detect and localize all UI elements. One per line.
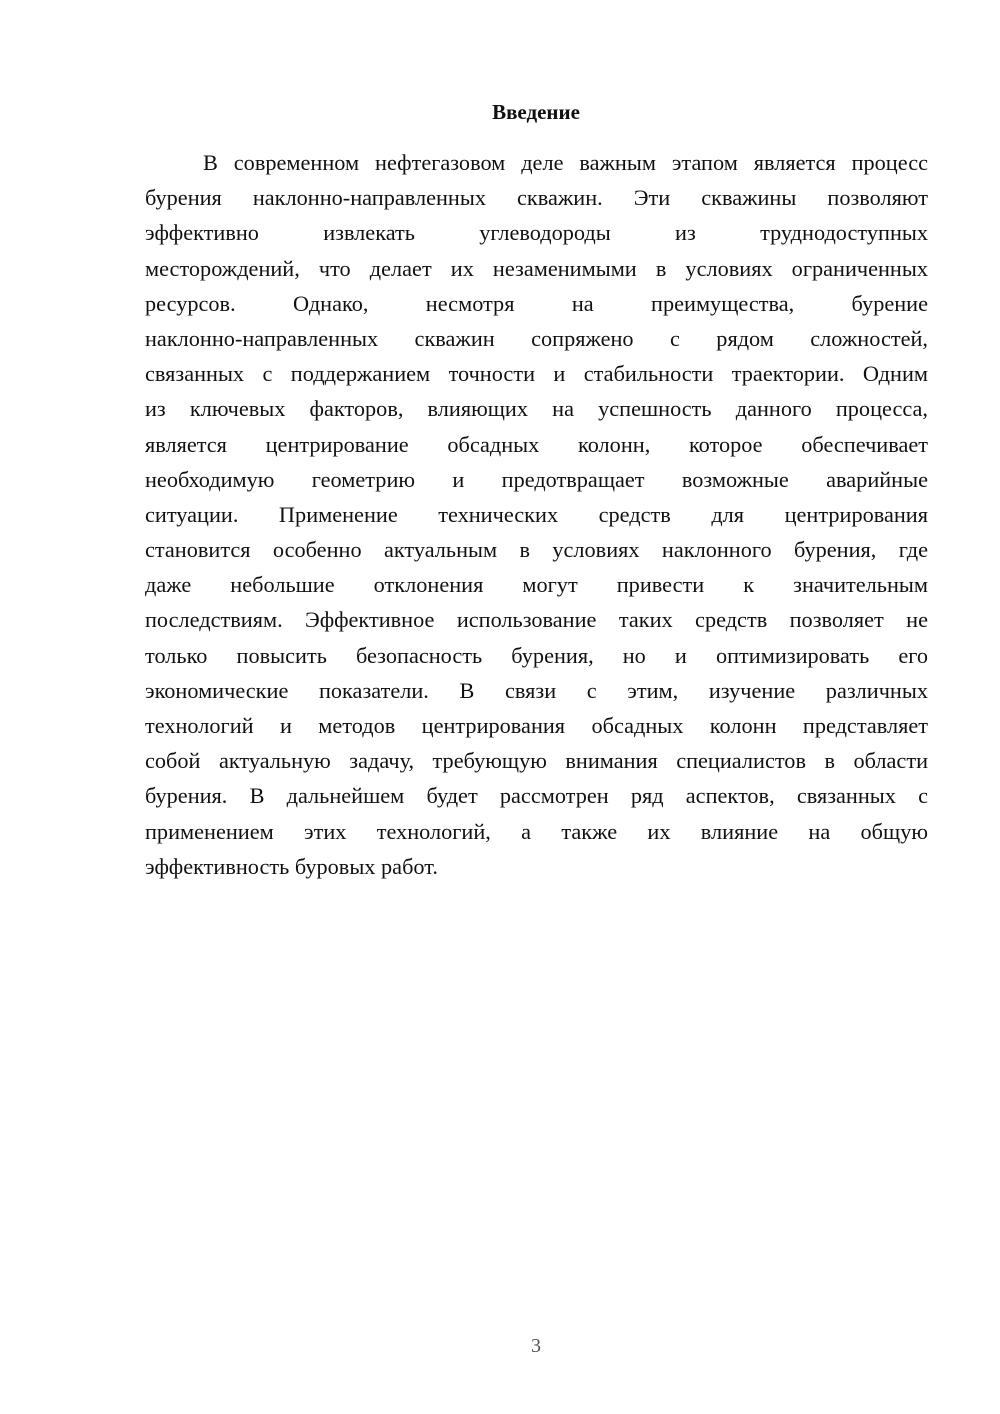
paragraph-line: последствиям. Эффективное использование таких средств позволяет не <box>145 607 928 633</box>
paragraph-line: даже небольшие отклонения могут привести к значительным <box>145 572 928 598</box>
paragraph-line: ситуации. Применение технических средств для центрирования <box>145 501 928 527</box>
body-paragraph <box>145 145 928 884</box>
paragraph-line: технологий и методов центрирования обсадных колонн представляет <box>145 713 928 738</box>
page-number: 3 <box>531 1335 541 1357</box>
paragraph-line: из ключевых факторов, влияющих на успешность данного процесса, <box>145 396 928 422</box>
paragraph-line: становится особенно актуальным в условиях наклонного бурения, где <box>145 537 928 563</box>
paragraph-line: собой актуальную задачу, требующую внимания специалистов в области <box>145 748 928 774</box>
paragraph-line: связанных с поддержанием точности и стабильности траектории. Одним <box>145 361 928 387</box>
paragraph-line: ресурсов. Однако, несмотря на преимущества, бурение <box>145 290 928 316</box>
paragraph-line: эффективно извлекать углеводороды из труднодоступных <box>145 220 928 246</box>
page-title: Введение <box>492 100 580 124</box>
paragraph-line: бурения. В дальнейшем будет рассмотрен ряд аспектов, связанных с <box>145 783 928 809</box>
paragraph-line: применением этих технологий, а также их влияние на общую <box>145 818 928 844</box>
paragraph-line: В современном нефтегазовом деле важным этапом является процесс <box>203 150 928 175</box>
paragraph-line: месторождений, что делает их незаменимыми в условиях ограниченных <box>145 255 928 281</box>
paragraph-line: необходимую геометрию и предотвращает возможные аварийные <box>145 466 928 492</box>
paragraph-line: только повысить безопасность бурения, но и оптимизировать его <box>145 642 928 668</box>
paragraph-line: бурения наклонно-направленных скважин. Эти скважины позволяют <box>145 185 928 211</box>
paragraph-line: эффективность буровых работ. <box>145 853 438 879</box>
paragraph-line: является центрирование обсадных колонн, которое обеспечивает <box>145 431 928 457</box>
paragraph-line: экономические показатели. В связи с этим, изучение различных <box>145 677 928 703</box>
paragraph-line: наклонно-направленных скважин сопряжено с рядом сложностей, <box>145 325 928 351</box>
